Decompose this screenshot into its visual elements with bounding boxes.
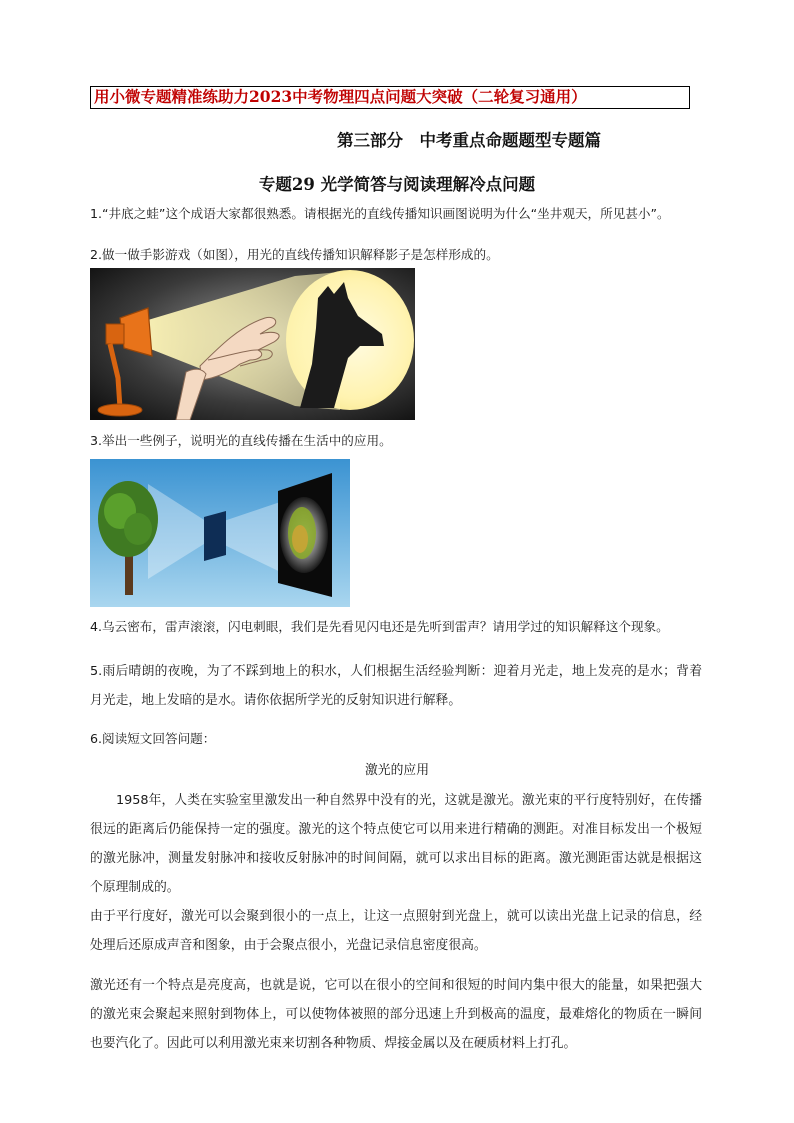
question-4: 4.乌云密布，雷声滚滚，闪电刺眼，我们是先看见闪电还是先听到雷声？请用学过的知识解释这个现象。 xyxy=(90,619,669,634)
question-3: 3.举出一些例子，说明光的直线传播在生活中的应用。 xyxy=(90,433,392,448)
reading-paragraph-3: 激光还有一个特点是亮度高，也就是说，它可以在很小的空间和很短的时间内集中很大的能量，如果把强大的激光束会聚起来照射到物体上，可以使物体被照的部分迅速上升到极高的温度，最难熔化的物质在一瞬间也要汽化了。因此可以利用激光束来切割各种物质、焊接金属以及在硬质材料上打孔。 xyxy=(90,978,702,1051)
part-title: 第三部分 中考重点命题题型专题篇 xyxy=(337,131,601,150)
question-6: 6.阅读短文回答问题： xyxy=(90,731,216,746)
reading-paragraph-1: 1958年，人类在实验室里激发出一种自然界中没有的光，这就是激光。激光束的平行度特别好，在传播很远的距离后仍能保持一定的强度。激光的这个特点使它可以用来进行精确的测距。对准目标发出一个极短的激光脉冲，测量发射脉冲和接收反射脉冲的时间间隔，就可以求出目标的距离。激光测距雷达就是根据这个原理制成的。 xyxy=(90,793,702,895)
series-banner: 用小微专题精准练助力2023中考物理四点问题大突破（二轮复习通用） xyxy=(90,86,690,109)
reading-paragraph-2: 由于平行度好，激光可以会聚到很小的一点上，让这一点照射到光盘上，就可以读出光盘上记录的信息，经处理后还原成声音和图象，由于会聚点很小，光盘记录信息密度很高。 xyxy=(90,909,702,953)
question-2: 2.做一做手影游戏（如图），用光的直线传播知识解释影子是怎样形成的。 xyxy=(90,247,499,262)
topic-title: 专题29 光学简答与阅读理解冷点问题 xyxy=(258,175,536,194)
hand-shadow-figure xyxy=(90,268,415,420)
pinhole-imaging-figure xyxy=(90,459,350,607)
question-1: 1.“井底之蛙”这个成语大家都很熟悉。请根据光的直线传播知识画图说明为什么“坐井观天，所见甚小”。 xyxy=(90,206,670,221)
reading-title: 激光的应用 xyxy=(365,763,429,778)
question-5: 5.雨后晴朗的夜晚，为了不踩到地上的积水，人们根据生活经验判断：迎着月光走，地上发亮的是水；背着月光走，地上发暗的是水。请你依据所学光的反射知识进行解释。 xyxy=(90,664,702,708)
